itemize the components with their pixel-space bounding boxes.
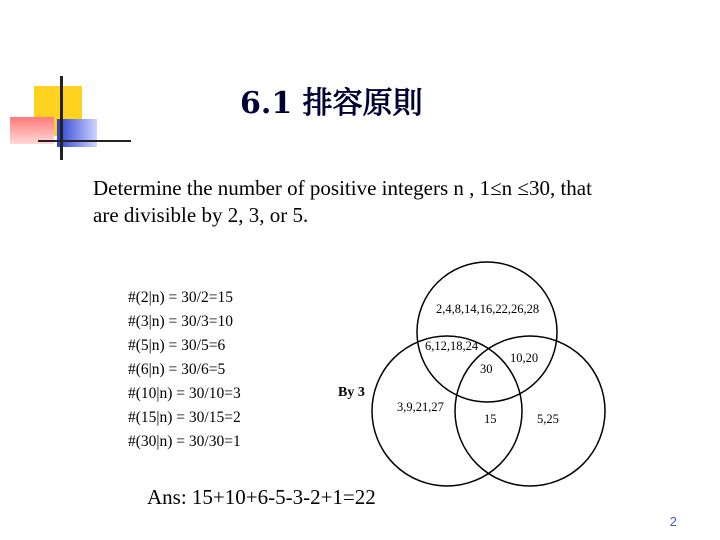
equation-item: #(30|n) = 30/30=1 <box>128 433 241 450</box>
equation-item: #(2|n) = 30/2=15 <box>128 289 233 306</box>
equation-item: #(10|n) = 30/10=3 <box>128 385 241 402</box>
problem-line-1: Determine the number of positive integers n , 1≤n ≤30, that <box>93 176 592 200</box>
problem-line-2: are divisible by 2, 3, or 5. <box>93 203 309 227</box>
answer-text: Ans: 15+10+6-5-3-2+1=22 <box>147 485 376 509</box>
circle-div-2 <box>417 262 557 402</box>
circle-div-3 <box>372 336 522 486</box>
equation-item: #(3|n) = 30/3=10 <box>128 313 233 330</box>
equation-item: #(6|n) = 30/6=5 <box>128 361 226 378</box>
slide-title: 6.1 排容原則 <box>240 86 423 121</box>
region-3-only: 3,9,21,27 <box>397 400 444 414</box>
region-2-3: 6,12,18,24 <box>425 339 479 353</box>
region-5-only: 5,25 <box>537 412 559 426</box>
region-3-5: 15 <box>484 412 497 426</box>
page-number: 2 <box>669 514 677 529</box>
equation-item: #(5|n) = 30/5=6 <box>128 337 226 354</box>
region-2-5: 10,20 <box>510 351 539 365</box>
equation-item: #(15|n) = 30/15=2 <box>128 409 241 426</box>
region-all: 30 <box>480 362 493 376</box>
region-2-only: 2,4,8,14,16,22,26,28 <box>436 302 540 316</box>
by3-label: By 3 <box>338 385 365 400</box>
